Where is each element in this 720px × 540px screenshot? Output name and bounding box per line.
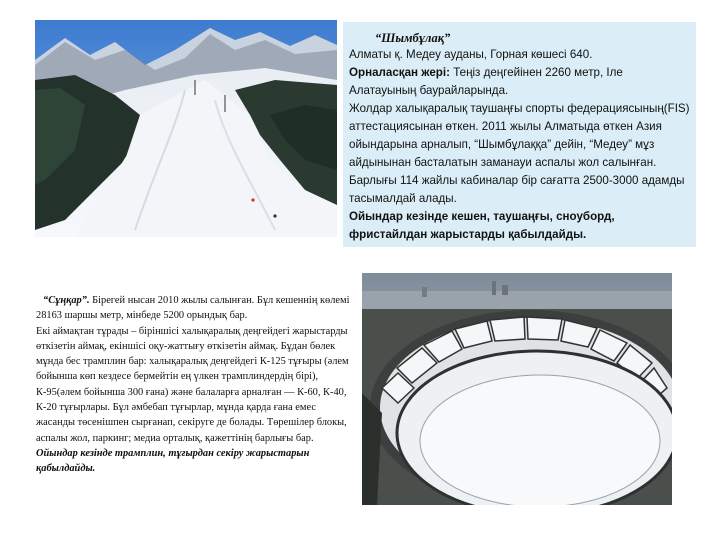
shymbulak-info-box	[343, 22, 696, 247]
shymbulak-description: Жолдар халықаралық таушаңғы спорты федерациясының(FIS) аттестациясынан өткен. 2011 жылы Алматыда өткен Азия ойындарына арналып, “Шымбұлаққа” дейін, “Медеу” мұз айдынынан басталатын заманауи аспалы жол салынған. Барлығы 114 жайлы кабиналар бір сағатта 2500-3000 адамды тасымалдай алады.	[349, 102, 690, 205]
shymbulak-title: “Шымбұлақ”	[375, 31, 451, 45]
sunkar-games: Ойындар кезінде трамплин, тұғырдан секіру жарыстарын қабылдайды.	[36, 447, 310, 475]
shymbulak-games: Ойындар кезінде кешен, таушаңғы, сноуборд, фристайлдан жарыстарды қабылдайды.	[349, 209, 615, 241]
sunkar-intro-paragraph	[36, 293, 352, 324]
ski-resort-photo	[35, 20, 337, 237]
sunkar-text-block	[36, 293, 352, 477]
location-text: Теңіз деңгейінен 2260 метр, Іле Алатауының баурайларында.	[349, 66, 623, 98]
stadium-photo	[362, 273, 672, 505]
sunkar-intro: Бірегей нысан 2010 жылы салынған. Бұл кешеннің көлемі 28163 шаршы метр, мінбеде 5200 орындық бар.	[36, 295, 350, 322]
sunkar-body: Екі аймақтан тұрады – біріншісі халықаралық деңгейдегі жарыстарды өткізетін аймақ, екіншісі оқу-жаттығу өткізетін аймақ. Бұдан бөлек мұнда бес трамплин бар: халықаралық деңгейдегі К-125 тұғыры (әлем бойынша көп кездесе бермейтін ең үлкен трамплиндердің бірі), К-95(әлем бойынша 300 ғана) және балаларға арналған — К-60, К-40, К-20 тұғырлары. Бұл әмбебап тұғырлар, мұнда қарда ғана емес жасанды төсенішпен сырғанап, секіруге де болады. Төрешілер блокы, аспалы жол, паркинг; медиа орталық, қажеттінің барлығы бар.	[36, 325, 349, 444]
shymbulak-location	[349, 64, 690, 100]
shymbulak-address: Алматы қ. Медеу ауданы, Горная көшесі 640.	[349, 48, 593, 62]
sunkar-title: “Сұңқар”.	[43, 295, 90, 306]
location-label: Орналасқан жері:	[349, 66, 450, 80]
